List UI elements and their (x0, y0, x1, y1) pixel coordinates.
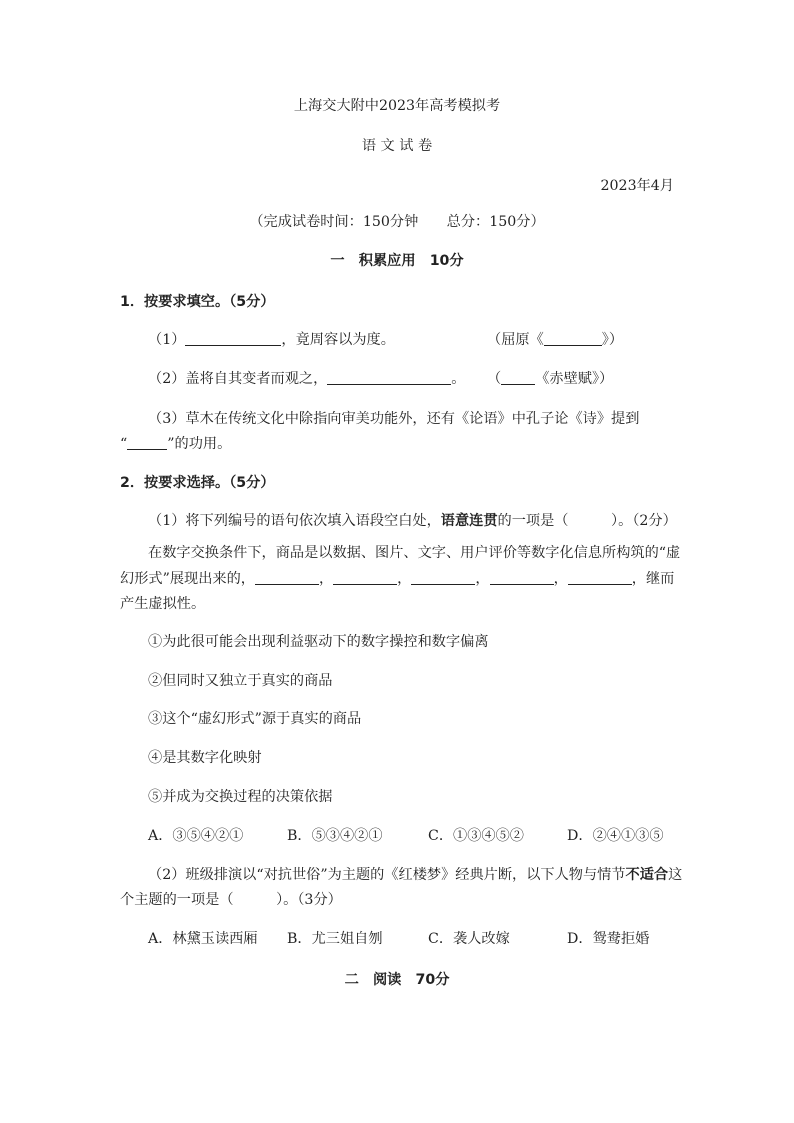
q2-heading: 2．按要求选择。（5分） (120, 475, 275, 491)
q2-2-option-b[interactable]: B．尤三姐自刎 (287, 931, 383, 947)
q2-sub1-post: 的一项是（ ）。（2分） (497, 513, 677, 529)
q1-item3-blank[interactable] (127, 435, 167, 450)
q2-1-option-b[interactable]: B．⑤③④②① (287, 828, 383, 844)
statement-2: ②但同时又独立于真实的商品 (148, 673, 333, 689)
section-1-title: 一 积累应用 10分 (330, 253, 464, 269)
q2-sub2-pre: （2）班级排演以“对抗世俗”为主题的《红楼梦》经典片断，以下人物与情节 (148, 867, 626, 883)
q2-comma-2: ， (397, 571, 412, 587)
q1-item2-end: 。 (451, 371, 466, 387)
q2-comma-4: ， (553, 571, 568, 587)
q2-passage-line1: 在数字交换条件下，商品是以数据、图片、文字、用户评价等数字化信息所构筑的“虚 (148, 545, 681, 561)
q1-item3-open-quote: “ (120, 436, 128, 452)
q1-item1-source-open: （屈原《 (487, 332, 544, 348)
q2-2-option-c[interactable]: C．袭人改嫁 (428, 931, 510, 947)
q2-1-option-a[interactable]: A．③⑤④②① (148, 828, 244, 844)
statement-1: ①为此很可能会出现利益驱动下的数字操控和数字偏离 (148, 634, 489, 650)
q2-2-option-d[interactable]: D．鸳鸯拒婚 (567, 931, 650, 947)
statement-3: ③这个“虚幻形式”源于真实的商品 (148, 711, 362, 727)
q1-item1-blank[interactable] (185, 331, 281, 346)
q1-item1-source-blank[interactable] (544, 331, 602, 346)
q2-passage-line3: 产生虚拟性。 (120, 596, 206, 612)
q1-item2 (148, 369, 465, 389)
q1-item2-blank[interactable] (327, 370, 451, 385)
q2-1-option-d[interactable]: D．②④①③⑤ (567, 828, 664, 844)
time-info: （完成试卷时间：150分钟 总分：150分） (249, 214, 545, 230)
q2-sub1-emph: 语意连贯 (440, 513, 498, 529)
q1-item2-prefix: （2）盖将自其变者而观之， (148, 371, 328, 387)
q2-sub2-line2: 个主题的一项是（ ）。（3分） (120, 892, 342, 908)
q2-sub1 (148, 511, 677, 531)
q1-item1-source-close: 》） (601, 332, 624, 348)
q2-blank-2[interactable] (333, 570, 397, 585)
q1-item1-source (487, 330, 623, 350)
q1-item1-text: ，竟周容以为度。 (281, 332, 395, 348)
q1-item2-source-open: （ (487, 371, 502, 387)
q1-item3-line2 (120, 434, 231, 454)
q2-sub2-post: 这 (668, 867, 683, 883)
q2-passage-line2-start: 幻形式”展现出来的， (120, 571, 255, 587)
q1-item1-prefix: （1） (148, 332, 186, 348)
statement-5: ⑤并成为交换过程的决策依据 (148, 789, 333, 805)
q2-2-option-a[interactable]: A．林黛玉读西厢 (148, 931, 258, 947)
q1-item2-source (487, 369, 613, 389)
q1-heading: 1．按要求填空。（5分） (120, 294, 275, 310)
q1-item3-line1: （3）草木在传统文化中除指向审美功能外，还有《论语》中孔子论《诗》提到 (148, 411, 640, 427)
q1-item2-source-blank[interactable] (501, 370, 535, 385)
q2-blank-5[interactable] (568, 570, 632, 585)
statement-4: ④是其数字化映射 (148, 750, 262, 766)
school-title: 上海交大附中2023年高考模拟考 (293, 98, 501, 114)
q1-item1 (148, 330, 395, 350)
q2-comma-3: ， (475, 571, 490, 587)
q2-passage-line2 (120, 569, 674, 589)
q2-sub2-emph: 不适合 (625, 867, 669, 883)
paper-title: 语 文 试 卷 (361, 138, 433, 154)
q2-sub2-line1 (148, 865, 682, 885)
q1-item3-close: ”的功用。 (167, 436, 232, 452)
section-2-title: 二 阅读 70分 (344, 972, 450, 988)
q2-blank-4[interactable] (490, 570, 554, 585)
q2-blank-3[interactable] (411, 570, 475, 585)
q2-comma-1: ， (318, 571, 334, 587)
q2-blank-1[interactable] (255, 570, 319, 585)
q2-passage-line2-end: ，继而 (631, 571, 675, 587)
q2-sub1-pre: （1）将下列编号的语句依次填入语段空白处， (148, 513, 441, 529)
exam-date: 2023年4月 (600, 178, 674, 194)
q2-1-option-c[interactable]: C．①③④⑤② (428, 828, 524, 844)
q1-item2-source-close: 《赤壁赋》） (535, 371, 614, 387)
